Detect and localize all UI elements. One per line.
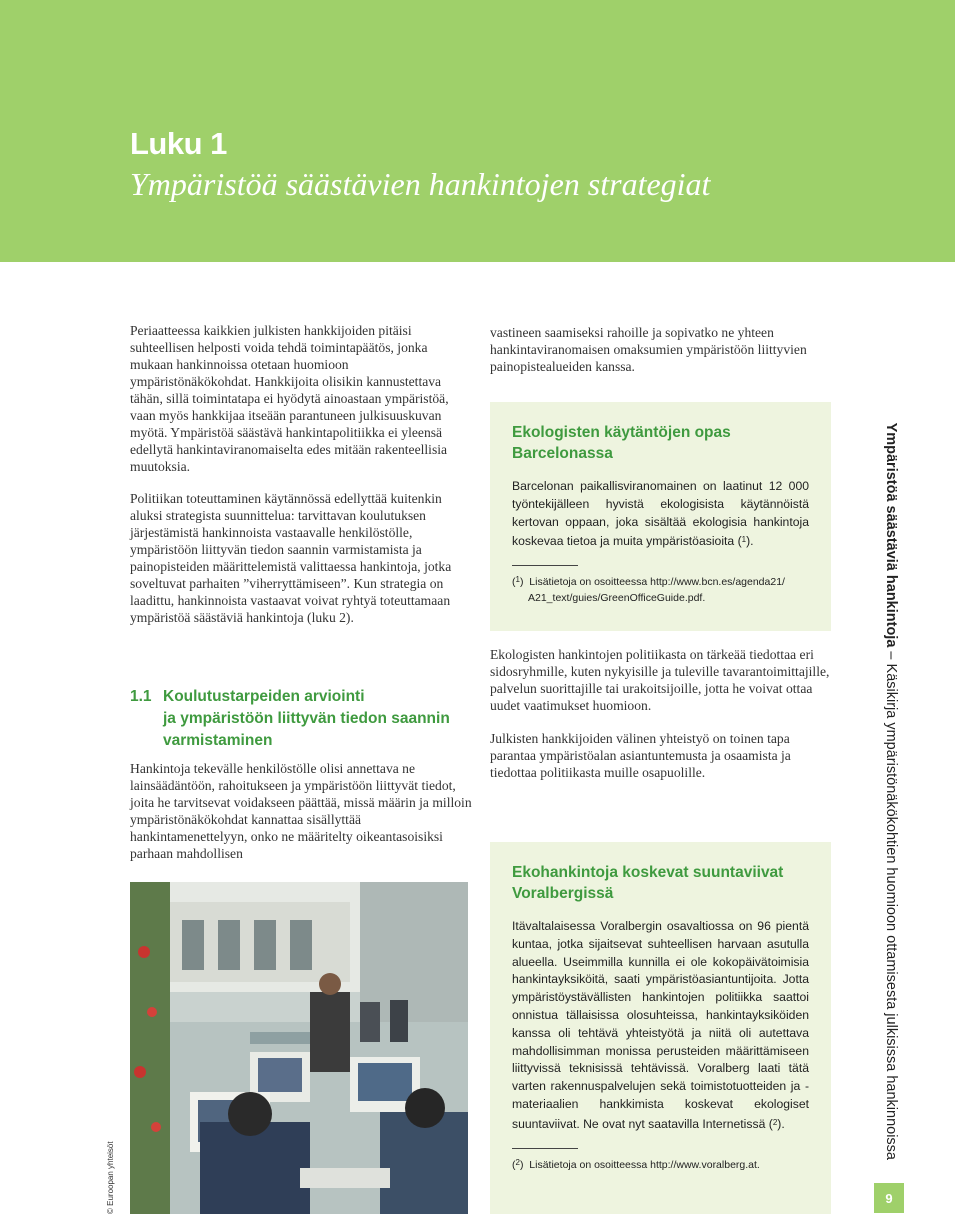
- barcelona-title-line-1: Ekologisten käytäntöjen opas: [512, 424, 731, 441]
- barcelona-footnote-ref: 1: [741, 535, 747, 545]
- footnote-rule: [512, 565, 578, 566]
- footnote-rule: [512, 1148, 578, 1149]
- voralberg-text: [512, 918, 809, 1134]
- page-number: 9: [874, 1183, 904, 1213]
- barcelona-text-main: Barcelonan paikallisviranomainen on laatinut 12 000 työntekijälleen hyvistä ekologisista käytännöistä kertovan oppaan, joka sisältää ekologisia hankintoja koskevaa tietoa ja muita ympäristöasioita (: [512, 479, 809, 549]
- left-column-intro: [130, 322, 472, 641]
- right-column-top-text: vastineen saamiseksi rahoille ja sopivatko ne yhteen hankintaviranomaisen omaksumien ympäristöön liittyvien painopistealueiden kanssa.: [490, 325, 807, 374]
- section-number: 1.1: [130, 688, 152, 705]
- case-box-voralberg: [490, 842, 831, 1214]
- case-box-barcelona: [490, 402, 831, 631]
- photo-computer-classroom: [130, 882, 468, 1214]
- right-paragraph-2: Julkisten hankkijoiden välinen yhteistyö on toinen tapa parantaa ympäristöalan asiantuntemusta ja osaamista ja tiedottaa politiikasta muille osapuolille.: [490, 731, 791, 780]
- voralberg-footnote-ref: 2: [772, 1117, 778, 1127]
- barcelona-title-line-2: Barcelonassa: [512, 445, 613, 462]
- section-title-line-3: varmistaminen: [163, 732, 273, 749]
- barcelona-text-end: ).: [746, 534, 754, 549]
- side-title-rest: – Käsikirja ympäristönäkökohtien huomioon ottamisesta julkisissa hankinnoissa: [883, 647, 899, 1160]
- voralberg-title-line-1: Ekohankintoja koskevat suuntaviivat: [512, 864, 784, 881]
- photo-credit: © Euroopan yhteisöt: [106, 1141, 115, 1214]
- barcelona-note-line-2: A21_text/guies/GreenOfficeGuide.pdf.: [528, 592, 706, 605]
- chapter-title: Ympäristöä säästävien hankintojen strategiat: [130, 166, 711, 202]
- side-title-bold: Ympäristöä säästäviä hankintoja: [883, 422, 899, 648]
- voralberg-text-end: ).: [777, 1116, 785, 1131]
- section-1-1-body: Hankintoja tekevälle henkilöstölle olisi annettava ne lainsäädäntöön, rahoitukseen ja ympäristöön liittyvät tiedot, joita he tarvitsevat voidakseen päättää, missä määrin ja milloin ympäristönäkökohdat kannattaa sisällyttää hankintamenettelyyn, onko ne määritelty oikeantasoisiksi parhaan mahdollisen: [130, 761, 472, 861]
- case-box-voralberg-title: [512, 862, 809, 904]
- barcelona-footnote: ($^1$) Lisätietoja on osoitteessa http://www.bcn.es/agenda21/ A21_text/guies/GreenOfficeGuide.pdf.: [512, 572, 809, 606]
- case-box-barcelona-title: [512, 422, 809, 464]
- section-title-line-1: Koulutustarpeiden arviointi: [163, 688, 365, 705]
- right-paragraph-1: Ekologisten hankintojen politiikasta on tärkeää tiedottaa eri sidosryhmille, kuten nykyisille ja tuleville tavarantoimittajille, palvelun suorittajille tai urakoitsijoille, jotta he voivat ottaa uudet vaatimukset huomioon.: [490, 647, 830, 713]
- barcelona-note-line-1: Lisätietoja on osoitteessa http://www.bcn.es/agenda21/: [529, 576, 785, 589]
- voralberg-text-main: Itävaltalaisessa Voralbergin osavaltiossa on 96 pientä kuntaa, jotka sijaitsevat suhteellisen harvaan asutulla alueella. Useimmilla kunnilla ei ole kokopäivätoimisia hankintayksiköitä, saati ympäristöasiantuntijoita. Jotta ympäristöystävällisten hankintojen politiikka saattoi onnistua tällaisissa olosuhteissa, hankintayksiköiden kanssa oli tehtävä yhteistyötä ja niitä oli autettava mahdollisimman monissa perusteiden määrittämiseen liittyvissä teknisissä tehtävissä. Voralberg laati tätä varten rakennuspalvelujen sekä toimistotuotteiden ja -materiaalien hankkimista koskevat ekologiset suuntaviivat. Ne ovat nyt saatavilla Internetissä (: [512, 919, 809, 1131]
- running-side-title: [883, 390, 899, 1160]
- voralberg-footnote: ($^2$) Lisätietoja on osoitteessa http://www.voralberg.at.: [512, 1157, 760, 1171]
- chapter-label: Luku 1: [130, 126, 227, 161]
- voralberg-note-text: Lisätietoja on osoitteessa http://www.voralberg.at.: [529, 1158, 760, 1171]
- voralberg-title-line-2: Voralbergissä: [512, 885, 614, 902]
- barcelona-note-mark: 1: [515, 575, 520, 585]
- chapter-header-band: [0, 0, 955, 262]
- section-title-line-2: ja ympäristöön liittyvän tiedon saannin: [163, 710, 450, 727]
- right-column-middle: [490, 646, 830, 797]
- voralberg-note-mark: 2: [515, 1157, 520, 1167]
- intro-paragraph-2: Politiikan toteuttaminen käytännössä edellyttää kuitenkin aluksi strategista suunnittelua: tarvittavan koulutuksen järjestämistä hankinnoista vastaavalle henkilöstölle, ympäristöön liittyvän tiedon saannin varmistamista ja painopisteiden määrittelemistä valittaessa hankintoja, jotka soveltuvat parhaiten ”viherryttämiseen”. Kun strategia on laadittu, hankinnoista vastaavat voivat ryhtyä toteuttamaan ympäristöä säästäviä hankintoja (luku 2).: [130, 491, 452, 625]
- section-1-1-heading: [130, 686, 472, 752]
- barcelona-text: [512, 478, 809, 551]
- intro-paragraph-1: Periaatteessa kaikkien julkisten hankkijoiden pitäisi suhteellisen helposti voida tehdä toimintapäätös, jonka mukaan hankinnoissa otetaan huomioon ympäristönäkökohdat. Hankkijoita olisikin kannustettava tähän, sillä toimintatapa ei hyödytä ainoastaan ympäristöä, vaan myös hankkijaa itseään parantuneen julkisuuskuvan myötä. Ympäristöä säästävä hankintapolitiikka ei yleensä edellytä hankintaviranomaiselta edes mitään rakenteellisia muutoksia.: [130, 323, 449, 474]
